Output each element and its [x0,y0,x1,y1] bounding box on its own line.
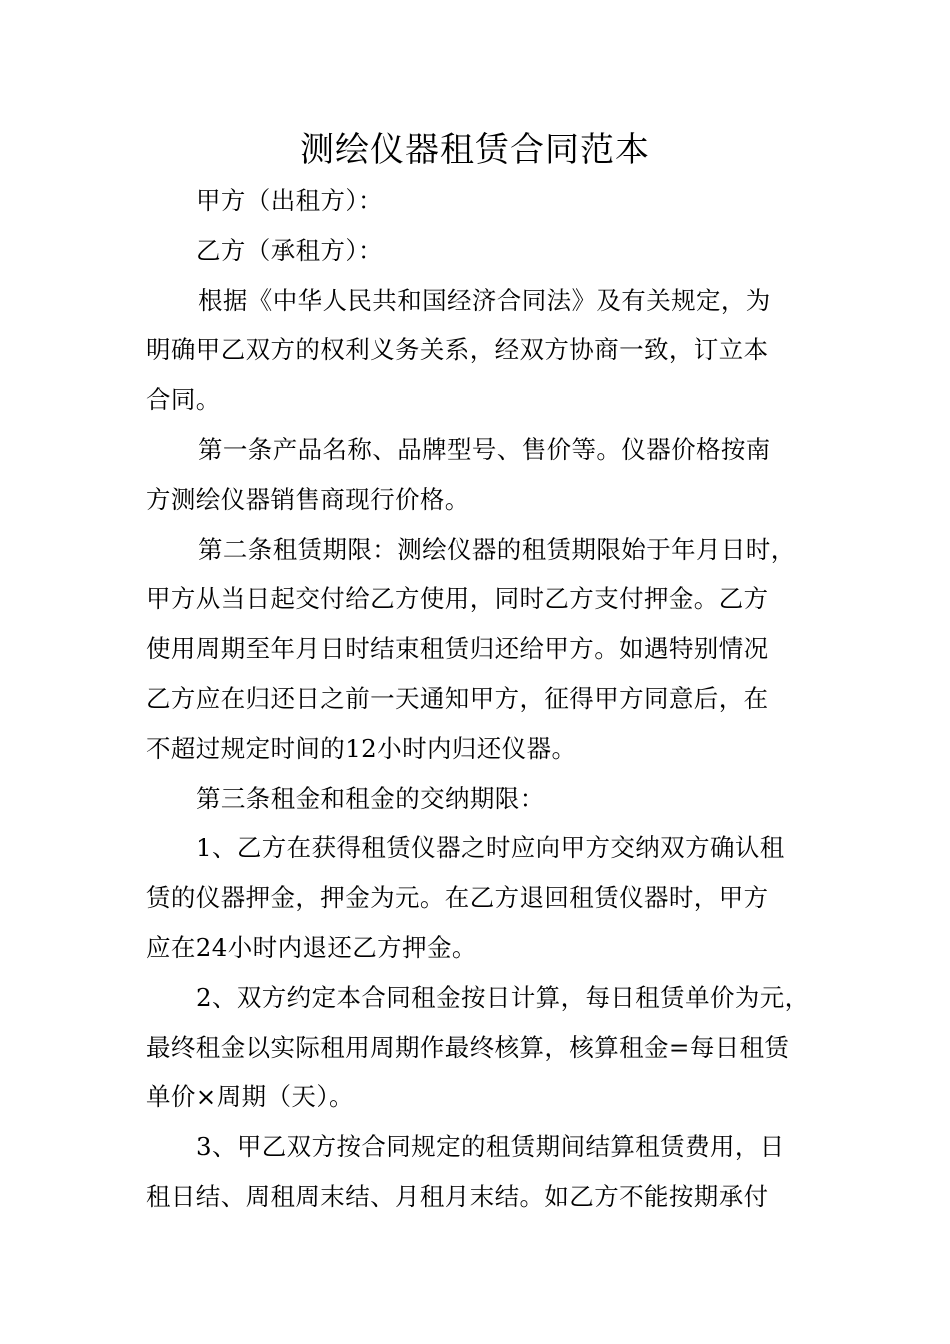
paragraph-line: 单价×周期（天）。 [146,1082,354,1112]
paragraph-line: 使用周期至年月日时结束租赁归还给甲方。如遇特别情况 [146,634,769,664]
paragraph-line: 租日结、周租周末结、月租月末结。如乙方不能按期承付 [146,1181,769,1211]
paragraph-line: 赁的仪器押金，押金为元。在乙方退回租赁仪器时，甲方 [146,883,769,913]
clause-3-line: 3、甲乙双方按合同规定的租赁期间结算租赁费用，日 [196,1132,785,1162]
document-body [146,176,814,1222]
paragraph-line: 方测绘仪器销售商现行价格。 [146,484,470,514]
paragraph-line: 最终租金以实际租用周期作最终核算，核算租金=每日租赁 [146,1032,790,1062]
paragraph-line: 明确甲乙双方的权利义务关系，经双方协商一致，订立本 [146,335,769,365]
document-title: 测绘仪器租赁合同范本 [300,130,650,170]
clause-2-line: 2、双方约定本合同租金按日计算，每日租赁单价为元， [196,982,810,1012]
clause-1-line: 1、乙方在获得租赁仪器之时应向甲方交纳双方确认租 [196,833,785,863]
article-1-line: 第一条产品名称、品牌型号、售价等。仪器价格按南 [198,434,771,464]
paragraph-line: 不超过规定时间的12小时内归还仪器。 [146,733,577,763]
paragraph-line: 甲方从当日起交付给乙方使用，同时乙方支付押金。乙方 [146,584,769,614]
paragraph-line: 合同。 [146,385,221,415]
paragraph-line: 根据《中华人民共和国经济合同法》及有关规定，为 [198,285,771,315]
paragraph-line: 乙方应在归还日之前一天通知甲方，征得甲方同意后，在 [146,683,769,713]
paragraph-line: 应在24小时内退还乙方押金。 [146,932,477,962]
article-2-line: 第二条租赁期限：测绘仪器的租赁期限始于年月日时， [198,534,796,564]
article-3-line: 第三条租金和租金的交纳期限： [196,783,545,813]
party-b-line: 乙方（承租方）： [196,235,383,265]
party-a-line: 甲方（出租方）： [196,186,383,215]
